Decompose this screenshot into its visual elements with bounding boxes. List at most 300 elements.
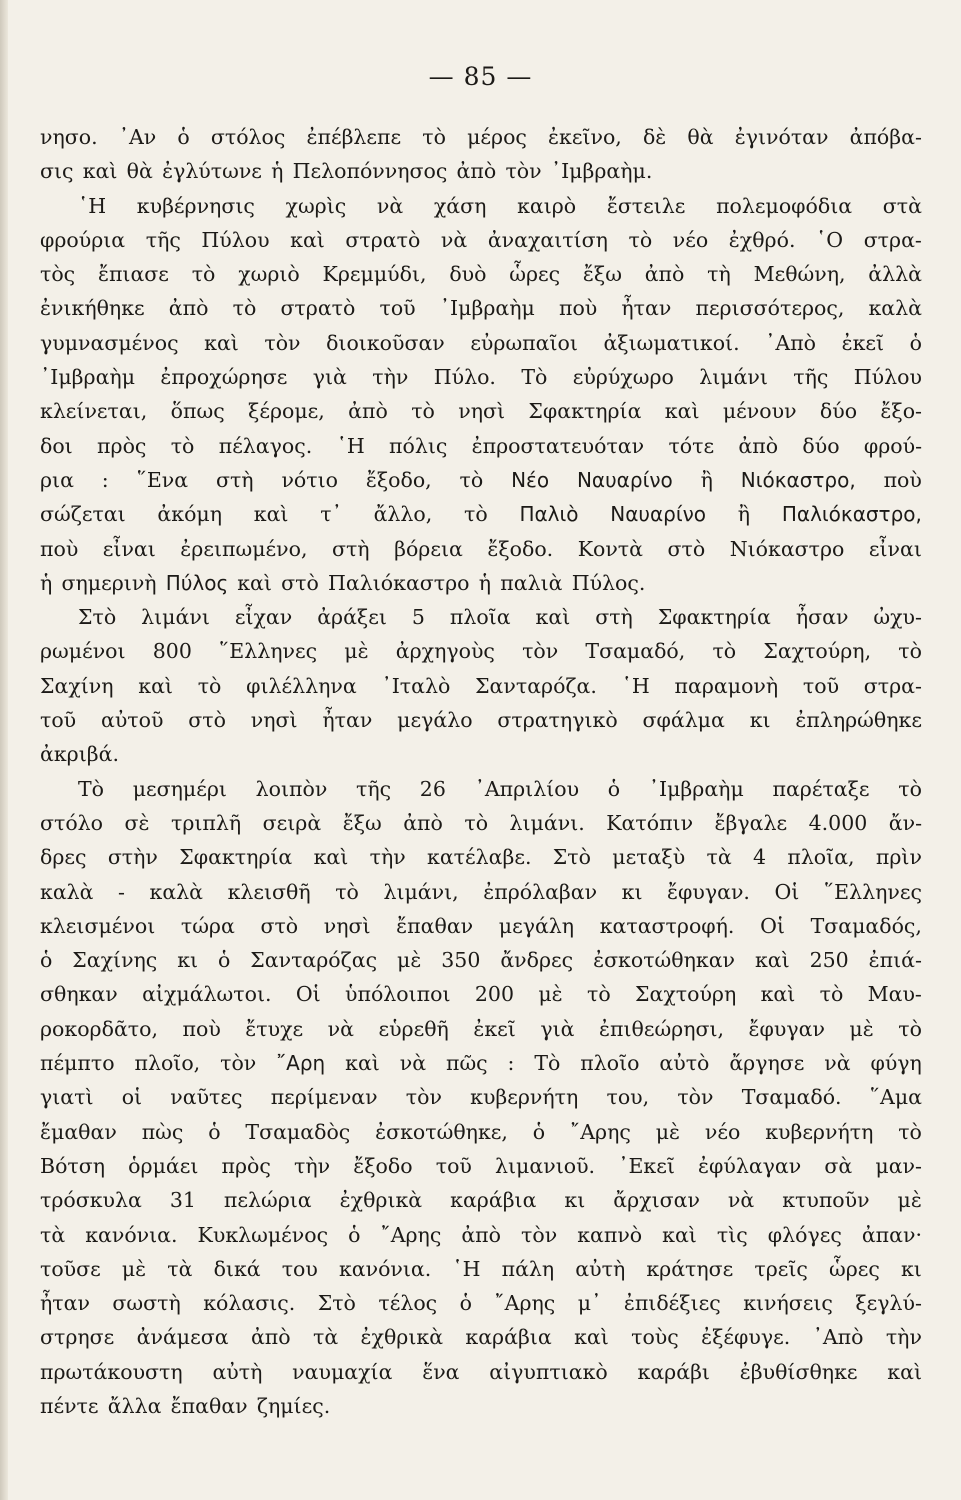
word: ᾿Απριλίου xyxy=(474,776,580,801)
word: ἀκόμη xyxy=(157,502,223,527)
place-name: Ναυαρίνο xyxy=(610,502,707,527)
word: πλοῖο xyxy=(580,1051,640,1076)
word: ἀπὸ xyxy=(461,1222,502,1247)
word: ἀλλὰ xyxy=(868,262,922,287)
word: τῆς xyxy=(356,776,392,801)
word: ποὺ xyxy=(40,536,79,561)
word: ὑπόλοιποι xyxy=(345,982,451,1007)
word: ἐχθρό. xyxy=(728,227,796,252)
word: ἔπιασε xyxy=(97,262,169,287)
word: Σφακτηρία xyxy=(179,845,293,870)
word: Στὸ xyxy=(552,845,591,870)
word: δὲ xyxy=(642,125,667,149)
word: καταστροφή. xyxy=(599,913,735,938)
word: στρατὸ xyxy=(280,296,356,321)
word: ἀπὸ xyxy=(456,159,497,184)
word: νησὶ xyxy=(323,913,371,938)
word: στὸ xyxy=(281,570,319,595)
word: ᾿Ιμβραὴμ xyxy=(648,776,744,801)
word: τοῦ xyxy=(40,708,77,733)
word: ξεγλύ- xyxy=(855,1291,922,1316)
word: σις xyxy=(40,159,74,184)
word: κυβερνήτη xyxy=(470,1085,579,1110)
word: γιὰ xyxy=(540,1016,575,1041)
text-line xyxy=(40,1389,922,1423)
word: 4 xyxy=(752,845,767,870)
word: στὴ xyxy=(215,467,254,492)
word: τοῦ xyxy=(379,296,416,321)
word: του xyxy=(281,1256,318,1281)
text-line xyxy=(40,566,922,600)
text-line xyxy=(40,1012,922,1046)
word: καὶ xyxy=(662,1222,697,1247)
word: καὶ xyxy=(290,227,325,252)
word: καὶ xyxy=(754,948,790,973)
word: τὰ xyxy=(706,845,732,870)
text-line xyxy=(40,257,922,291)
word: τοῦσε xyxy=(40,1256,101,1281)
text-line xyxy=(40,1183,922,1217)
word: μὲ xyxy=(121,1256,147,1281)
word: πῶς xyxy=(445,1051,488,1076)
word: ὁ xyxy=(348,1222,361,1247)
page-edge-shadow xyxy=(0,0,8,1500)
word: ἐκεῖ xyxy=(473,1016,516,1041)
word: ἔμαθαν xyxy=(40,1119,117,1144)
word: θὰ xyxy=(126,159,153,184)
word: ἀπὸ xyxy=(168,296,209,321)
word: ἄλλο, xyxy=(373,502,433,527)
page-number: — 85 — xyxy=(428,62,533,91)
word: - xyxy=(118,879,125,904)
word: νὰ xyxy=(440,227,468,252)
word: Σφακτηρία xyxy=(528,399,642,424)
word: καὶ xyxy=(138,673,173,698)
word: καὶ xyxy=(313,845,349,870)
word: τὸ xyxy=(898,639,922,664)
word: του, xyxy=(606,1085,650,1110)
word: Τὸ xyxy=(534,1051,561,1076)
word: στρα- xyxy=(863,673,922,698)
word: τὸ xyxy=(232,296,257,321)
word: καιρὸ xyxy=(517,193,577,218)
word: νέο xyxy=(672,227,709,252)
word: μέρος xyxy=(467,125,527,149)
text-line xyxy=(40,1046,922,1080)
word: ὁρμάει xyxy=(128,1153,199,1178)
word: πρωτάκουστη xyxy=(40,1359,183,1384)
word: παλιὰ xyxy=(500,570,563,595)
word: καράβι xyxy=(637,1359,710,1384)
word: στὸ xyxy=(667,536,706,561)
word: ἄλλα xyxy=(107,1393,162,1418)
word: τὶς xyxy=(716,1222,748,1247)
text-line xyxy=(40,909,922,943)
word: νέο xyxy=(704,1119,741,1144)
word: μὲ xyxy=(344,639,369,664)
word: ᾿Ιμβραὴμ xyxy=(40,365,136,390)
word: κι xyxy=(564,1188,586,1213)
word: Τσαμαδός, xyxy=(810,913,922,938)
word: γυμνασμένος xyxy=(40,330,179,355)
word: αἰγυπτιακὸ xyxy=(489,1359,608,1384)
body-text xyxy=(40,120,922,1423)
word: εἶναι xyxy=(868,536,922,561)
place-name: ῎Αρη xyxy=(276,1051,326,1076)
word: αὐτὸ xyxy=(659,1051,710,1076)
word: ᾿Εκεῖ xyxy=(618,1153,675,1178)
word: ὅπως xyxy=(170,399,225,424)
word: πλοῖα xyxy=(449,605,511,630)
word: τὸς xyxy=(40,262,76,287)
word: πὼς xyxy=(141,1119,184,1144)
word: ὁ xyxy=(909,330,922,355)
word: δοι xyxy=(40,433,73,458)
word: φιλέλληνα xyxy=(246,673,357,698)
word: τὸ xyxy=(464,810,489,835)
word: στρατὸ xyxy=(345,227,421,252)
word: στὸ xyxy=(260,913,299,938)
word: καπνὸ xyxy=(577,1222,643,1247)
word: μεγάλη xyxy=(498,913,575,938)
word: στὴν xyxy=(107,845,158,870)
word: δύο xyxy=(802,433,840,458)
word: ῞Αμα xyxy=(869,1085,922,1110)
word: ἀπὸ xyxy=(644,262,685,287)
word: στὴ xyxy=(595,605,633,630)
word: τρεῖς xyxy=(754,1256,808,1281)
word: κυβέρνησις xyxy=(136,193,255,218)
word: ῾Η xyxy=(78,193,107,218)
text-line xyxy=(40,669,922,703)
text-line xyxy=(40,1286,922,1320)
word: τώρα xyxy=(180,913,235,938)
word: ἔξοδο. xyxy=(487,536,554,561)
word: καὶ xyxy=(760,982,796,1007)
word: Τὸ xyxy=(78,776,105,801)
text-line xyxy=(40,189,922,223)
word: 26 xyxy=(419,776,446,801)
word: γιατὶ xyxy=(40,1085,94,1110)
word: τοὺς xyxy=(631,1325,679,1350)
word: τὸν xyxy=(264,330,301,355)
word: 800 xyxy=(152,639,192,664)
word: ῾Η xyxy=(621,673,650,698)
word: περισσότερος, xyxy=(695,296,845,321)
text-line xyxy=(40,1149,922,1183)
word: ἐφύλαγαν xyxy=(698,1153,802,1178)
word: Πύλος. xyxy=(571,570,646,595)
word: ἐγινόταν xyxy=(734,125,829,149)
word: κανόνια. xyxy=(338,1256,432,1281)
word: σημερινὴ xyxy=(61,570,157,595)
word: ῞Ελληνες xyxy=(823,879,922,904)
word: τὴν xyxy=(369,845,406,870)
word: ρια xyxy=(40,467,74,492)
word: καὶ xyxy=(535,605,571,630)
word: ἐνικήθηκε xyxy=(40,296,145,321)
word: καὶ xyxy=(345,1051,380,1076)
word: ἔπαθαν xyxy=(396,913,474,938)
word: σωστὴ xyxy=(112,1291,181,1316)
word: ὁ xyxy=(40,948,53,973)
word: καὶ xyxy=(887,1359,922,1384)
word: Μαυ- xyxy=(867,982,922,1007)
word: 5 xyxy=(411,605,425,630)
word: λιμάνι, xyxy=(383,879,459,904)
word: ἀκριβά. xyxy=(40,742,119,767)
word: πέντε xyxy=(40,1393,99,1418)
word: 350 xyxy=(441,948,481,973)
word: ἔφυγαν xyxy=(748,1016,825,1041)
word: πέμπτο xyxy=(40,1051,115,1076)
word: ῾Η xyxy=(452,1256,481,1281)
word: κανόνια. xyxy=(85,1222,178,1247)
word: βόρεια xyxy=(394,536,463,561)
word: τὴν xyxy=(372,365,409,390)
place-name: Παλιόκαστρο, xyxy=(781,502,922,527)
word: καλὰ xyxy=(868,296,922,321)
word: παραμονὴ xyxy=(674,673,779,698)
word: καλὰ xyxy=(149,879,204,904)
word: Σαχτούρη, xyxy=(763,639,872,664)
word: τῆς xyxy=(793,365,829,390)
word: σὲ xyxy=(124,810,150,835)
word: Μεθώνη, xyxy=(753,262,846,287)
word: ναῦτες xyxy=(170,1085,243,1110)
word: μεγάλο xyxy=(397,708,473,733)
word: τὸ xyxy=(411,399,435,424)
text-line xyxy=(40,634,922,668)
word: ἔτυχε xyxy=(245,1016,304,1041)
word: ἐκεῖνο, xyxy=(548,125,622,149)
word: σώζεται xyxy=(40,502,126,527)
word: ἐπληρώθηκε xyxy=(795,708,922,733)
word: 200 xyxy=(474,982,514,1007)
word: πέλαγος. xyxy=(218,433,313,458)
word: ἢ xyxy=(737,502,751,527)
word: 31 xyxy=(169,1188,196,1213)
word: λιμάνι. xyxy=(509,810,585,835)
word: ἀπόβα- xyxy=(849,125,922,149)
word: ὠχυ- xyxy=(873,605,922,630)
word: ὁ xyxy=(459,1291,472,1316)
word: ᾿Απὸ xyxy=(812,1325,864,1350)
word: ἐπιδέξιες xyxy=(623,1291,721,1316)
word: ῎Αρης xyxy=(569,1119,631,1144)
word: κράτησε xyxy=(646,1256,734,1281)
word: ὧρες xyxy=(509,262,561,287)
word: εἶναι xyxy=(102,536,156,561)
word: στρα- xyxy=(863,227,922,252)
word: τὸ xyxy=(628,227,653,252)
word: ρωμένοι xyxy=(40,639,126,664)
word: παρέταξε xyxy=(772,776,870,801)
word: τὸ xyxy=(191,262,216,287)
word: Οἱ xyxy=(295,982,321,1007)
word: ὁ xyxy=(218,948,231,973)
word: νησὶ xyxy=(250,708,298,733)
word: τότε xyxy=(668,433,715,458)
word: Στὸ xyxy=(78,605,117,630)
word: ἀξιωματικοί. xyxy=(603,330,740,355)
word: ῾Η xyxy=(336,433,365,458)
text-line xyxy=(40,291,922,325)
word: τὸ xyxy=(335,879,359,904)
word: μὲ xyxy=(655,1119,681,1144)
word: Οἱ xyxy=(760,913,785,938)
word: λιμάνι xyxy=(699,365,768,390)
word: λιμανιοῦ. xyxy=(495,1153,596,1178)
word: Κυκλωμένος xyxy=(197,1222,329,1247)
word: αὐτοῦ xyxy=(100,708,164,733)
word: ἀπαν· xyxy=(861,1222,922,1247)
word: ἐπιθεώρησι, xyxy=(598,1016,725,1041)
word: ξέρομε, xyxy=(248,399,325,424)
word: πρὸς xyxy=(97,433,147,458)
word: ἔξω xyxy=(582,262,622,287)
text-line xyxy=(40,532,922,566)
word: ῾Ο xyxy=(816,227,844,252)
word: κι xyxy=(621,879,643,904)
word: τὸν xyxy=(405,1085,442,1110)
word: ροκορδᾶτο, xyxy=(40,1016,158,1041)
word: καλὰ xyxy=(40,879,94,904)
word: ἀναχαιτίση xyxy=(487,227,608,252)
word: ἐχθρικὰ xyxy=(360,1325,444,1350)
word: τὸ xyxy=(197,673,222,698)
word: τ᾿ xyxy=(320,502,342,527)
word: ἐγλύτωνε xyxy=(162,159,262,184)
word: ἔξοδο, xyxy=(365,467,432,492)
place-name: Νέο xyxy=(511,467,550,492)
word: Τσαμαδό. xyxy=(741,1085,842,1110)
word: τὰ xyxy=(167,1256,193,1281)
word: εὐρωπαῖοι xyxy=(470,330,578,355)
word: δικά xyxy=(213,1256,261,1281)
text-line xyxy=(40,703,922,737)
word: μεσημέρι xyxy=(132,776,227,801)
word: ἡ xyxy=(271,159,284,184)
word: Σαχίνη xyxy=(40,673,114,698)
word: ἕνα xyxy=(422,1359,460,1384)
text-line xyxy=(40,1252,922,1286)
word: τὸ xyxy=(898,776,922,801)
word: δύο xyxy=(819,399,858,424)
word: εὑρεθῆ xyxy=(378,1016,449,1041)
word: νὰ xyxy=(727,1188,755,1213)
word: καὶ xyxy=(82,159,118,184)
word: 4.000 xyxy=(808,810,868,835)
word: τοῦ xyxy=(435,1153,472,1178)
word: τὸ xyxy=(712,639,737,664)
word: σφάλμα xyxy=(642,708,725,733)
word: τὸν xyxy=(521,1222,558,1247)
word: στρησε xyxy=(40,1325,115,1350)
word: μὲ xyxy=(538,982,563,1007)
word: ἀνάμεσα xyxy=(136,1325,229,1350)
text-line xyxy=(40,429,922,463)
word: ὧρες xyxy=(829,1256,880,1281)
word: Παλιόκαστρο xyxy=(328,570,470,595)
word: ἐπροστατευόταν xyxy=(471,433,645,458)
word: ἦταν xyxy=(40,1291,90,1316)
word: ἐβυθίσθηκε xyxy=(739,1359,858,1384)
word: αὐτὴ xyxy=(212,1359,263,1384)
word: τὸν xyxy=(677,1085,714,1110)
word: καράβια xyxy=(450,1188,537,1213)
text-line xyxy=(40,600,922,634)
word: ᾿Ιταλὸ xyxy=(381,673,451,698)
word: τὸν xyxy=(220,1051,257,1076)
word: Κρεμμύδι, xyxy=(322,262,427,287)
word: ἡ xyxy=(478,570,492,595)
word: ῎Αρης xyxy=(380,1222,442,1247)
place-name: Παλιὸ xyxy=(519,502,579,527)
word: ἐπροχώρησε xyxy=(160,365,288,390)
word: ἐσκοτώθηκαν xyxy=(593,948,736,973)
word: Βότση xyxy=(40,1153,106,1178)
word: νὰ xyxy=(327,1016,354,1041)
word: μὲ xyxy=(397,948,422,973)
text-line xyxy=(40,1218,922,1252)
word: τοῦ xyxy=(802,673,840,698)
text-line xyxy=(40,223,922,257)
word: πλοῖα, xyxy=(787,845,855,870)
word: ἄρχισαν xyxy=(613,1188,700,1213)
word: στὴ xyxy=(331,536,370,561)
word: φρούρια xyxy=(40,227,126,252)
word: κτυποῦν xyxy=(782,1188,870,1213)
word: μεταξὺ xyxy=(612,845,686,870)
text-line xyxy=(40,772,922,806)
text-line xyxy=(40,360,922,394)
word: Κοντὰ xyxy=(577,536,643,561)
word: ἀρχηγοὺς xyxy=(395,639,495,664)
word: νότιο xyxy=(281,467,338,492)
word: στὸ xyxy=(188,708,226,733)
word: ἦταν xyxy=(621,296,672,321)
word: τὴν xyxy=(885,1325,922,1350)
word: ἀπὸ xyxy=(738,433,779,458)
word: χάση xyxy=(433,193,487,218)
word: ᾿Αν xyxy=(118,125,157,149)
word: νὰ xyxy=(399,1051,427,1076)
word: καὶ xyxy=(237,570,272,595)
word: πρὶν xyxy=(875,845,922,870)
word: ἔξοδο xyxy=(353,1153,413,1178)
word: μένουν xyxy=(722,399,797,424)
word: τῆς xyxy=(145,227,181,252)
word: τὸν xyxy=(522,639,559,664)
word: Σαχτούρη xyxy=(635,982,737,1007)
word: ὁ xyxy=(607,776,621,801)
word: ἔξω xyxy=(342,810,382,835)
word: ἐκεῖ xyxy=(841,330,885,355)
word: τὸ xyxy=(170,433,195,458)
word: τέλος xyxy=(378,1291,438,1316)
word: εὐρύχωρο xyxy=(572,365,674,390)
word: ποὺ xyxy=(182,1016,221,1041)
text-line xyxy=(40,977,922,1011)
word: μὲ xyxy=(897,1188,922,1213)
word: πελώρια xyxy=(223,1188,312,1213)
word: ῎Αρης xyxy=(494,1291,556,1316)
word: ἀπὸ xyxy=(250,1325,291,1350)
text-line xyxy=(40,1355,922,1389)
word: φλόγες xyxy=(767,1222,842,1247)
word: σὰ xyxy=(824,1153,853,1178)
